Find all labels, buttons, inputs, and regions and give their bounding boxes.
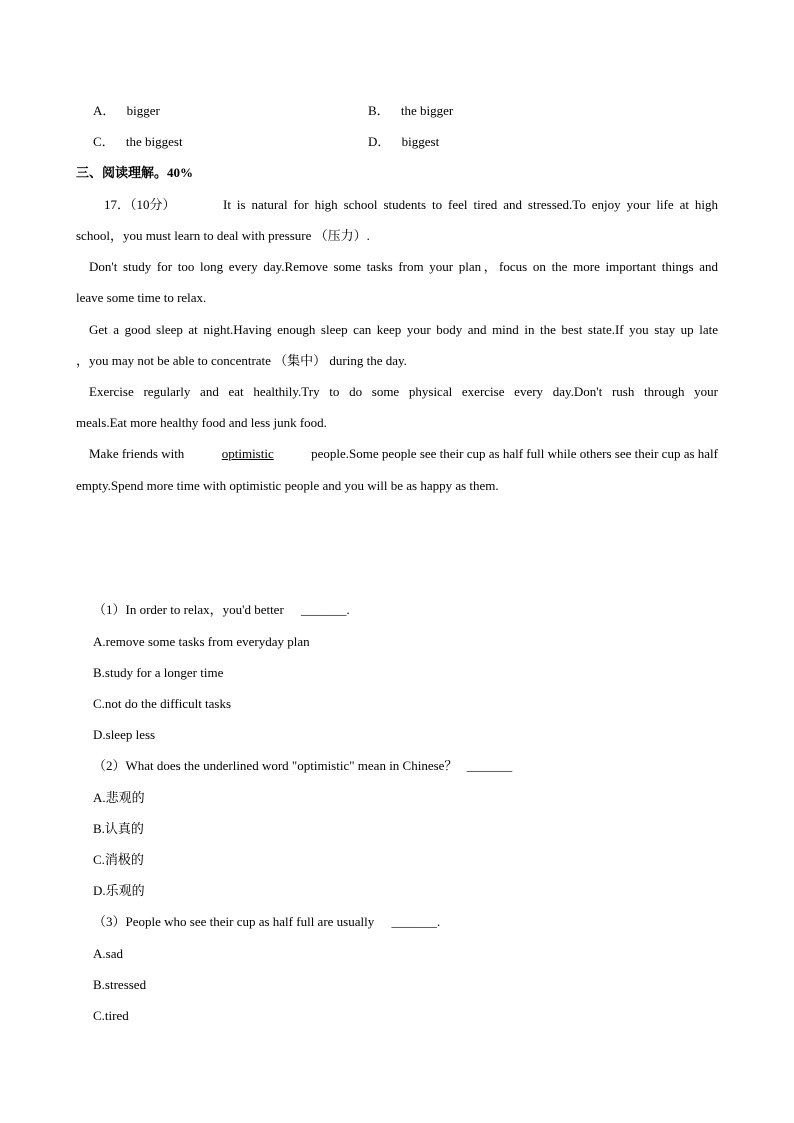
answer-option: D.乐观的: [93, 883, 145, 898]
answer-option: A.悲观的: [93, 790, 145, 805]
passage-text: It is natural for high school students to feel tired and stressed.To enjoy your life at high: [223, 197, 718, 212]
question-number: 17．（10分）: [104, 197, 176, 212]
underlined-word: optimistic: [221, 446, 274, 461]
passage-line: [89, 259, 718, 275]
option-text: the biggest: [125, 134, 183, 149]
answer-option: A.remove some tasks from everyday plan: [93, 634, 310, 649]
passage-line: leave some time to relax.: [76, 290, 207, 305]
question-stem: [93, 758, 512, 774]
passage-line: school，you must learn to deal with pressure （压力）.: [76, 228, 370, 243]
passage-text: people.Some people see their cup as half full while others see their cup as half: [311, 446, 718, 461]
option-c: [93, 134, 183, 150]
answer-option: B.study for a longer time: [93, 665, 224, 680]
section-heading: 三、阅读理解。40%: [76, 165, 194, 180]
passage-text: Exercise regularly and eat healthily.Try to do some physical exercise every day.Don't rush through your: [89, 384, 718, 399]
option-b: [368, 103, 453, 119]
option-text: bigger: [126, 103, 160, 118]
option-text: the bigger: [400, 103, 454, 118]
passage-text: Make friends with: [89, 446, 185, 461]
answer-option: C.tired: [93, 1008, 129, 1023]
passage-line: [89, 322, 718, 338]
passage-text: Don't study for too long every day.Remove some tasks from your plan，focus on the more important things and: [89, 259, 718, 274]
option-letter: C．: [93, 134, 115, 149]
option-text: biggest: [401, 134, 440, 149]
answer-option: B.认真的: [93, 821, 144, 836]
answer-option: D.sleep less: [93, 727, 156, 742]
answer-option: A.sad: [93, 946, 123, 961]
answer-option: C.not do the difficult tasks: [93, 696, 232, 711]
answer-blank: _______: [466, 758, 513, 773]
option-letter: A．: [93, 103, 116, 118]
option-letter: D．: [368, 134, 391, 149]
passage-line: [89, 384, 718, 400]
passage-line: [223, 197, 718, 213]
passage-text: Get a good sleep at night.Having enough sleep can keep your body and mind in the best state.If you stay up late: [89, 322, 718, 337]
passage-line: [89, 446, 718, 462]
option-d: [368, 134, 439, 150]
question-stem: [93, 914, 440, 930]
option-letter: B．: [368, 103, 390, 118]
answer-option: B.stressed: [93, 977, 147, 992]
question-text: （3）People who see their cup as half full are usually: [93, 914, 375, 929]
answer-blank: _______.: [391, 914, 441, 929]
answer-blank: _______.: [301, 602, 350, 617]
passage-line: meals.Eat more healthy food and less junk food.: [76, 415, 327, 430]
answer-option: C.消极的: [93, 852, 144, 867]
question-stem: [93, 602, 350, 618]
passage-line: empty.Spend more time with optimistic people and you will be as happy as them.: [76, 478, 499, 493]
question-text: （2）What does the underlined word "optimistic" mean in Chinese？: [93, 758, 458, 773]
option-a: [93, 103, 160, 119]
question-text: （1）In order to relax，you'd better: [93, 602, 284, 617]
passage-line: ，you may not be able to concentrate （集中） during the day.: [76, 353, 407, 368]
